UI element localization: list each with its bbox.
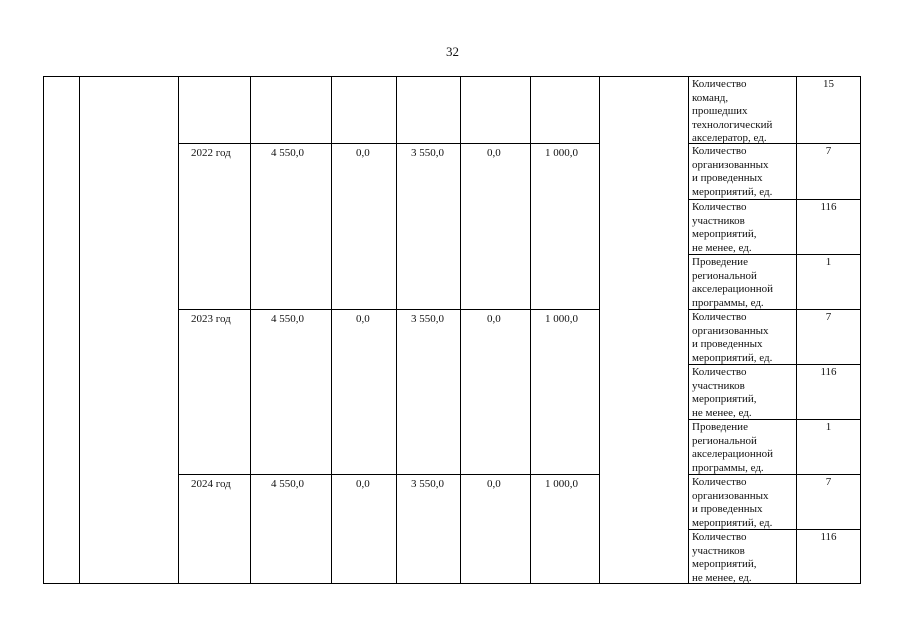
federal-cell: 0,0 — [356, 478, 370, 490]
indicator-name: Количество участников мероприятий, не менее, ед. — [692, 201, 757, 254]
total-cell: 4 550,0 — [271, 478, 304, 490]
indicator-value: 1 — [825, 256, 832, 268]
indicator-value: 7 — [825, 145, 832, 157]
col-border — [396, 76, 397, 584]
indicator-name: Количество организованных и проведенных мероприятий, ед. — [692, 311, 773, 364]
total-cell: 4 550,0 — [271, 313, 304, 325]
indicator-value: 1 — [825, 421, 832, 433]
indicator-value: 116 — [820, 531, 837, 543]
col-border — [530, 76, 531, 584]
federal-cell: 0,0 — [356, 313, 370, 325]
indicator-value: 7 — [825, 311, 832, 323]
other-cell: 1 000,0 — [545, 313, 578, 325]
indicator-name: Количество участников мероприятий, не менее, ед. — [692, 366, 757, 419]
local-cell: 0,0 — [487, 147, 501, 159]
col-border — [460, 76, 461, 584]
indicator-value: 7 — [825, 476, 832, 488]
col-border — [250, 76, 251, 584]
year-row-border — [178, 309, 600, 310]
local-cell: 0,0 — [487, 313, 501, 325]
year-cell: 2022 год — [191, 147, 231, 159]
col-border — [599, 76, 600, 584]
local-cell: 0,0 — [487, 478, 501, 490]
col-border — [331, 76, 332, 584]
col-border — [43, 76, 44, 584]
col-border — [860, 76, 861, 584]
regional-cell: 3 550,0 — [411, 478, 444, 490]
year-cell: 2023 год — [191, 313, 231, 325]
indicator-value: 116 — [820, 201, 837, 213]
indicator-value: 15 — [823, 78, 834, 90]
col-border — [688, 76, 689, 584]
col-border — [79, 76, 80, 584]
regional-cell: 3 550,0 — [411, 147, 444, 159]
indicator-row-border — [688, 199, 861, 200]
year-row-border — [178, 474, 600, 475]
indicator-name: Проведение региональной акселерационной программы, ед. — [692, 256, 774, 309]
other-cell: 1 000,0 — [545, 478, 578, 490]
table-top-border — [43, 76, 861, 77]
page-number: 32 — [446, 44, 459, 59]
federal-cell: 0,0 — [356, 147, 370, 159]
regional-cell: 3 550,0 — [411, 313, 444, 325]
col-border — [178, 76, 179, 584]
indicator-name: Количество участников мероприятий, не менее, ед. — [692, 531, 757, 584]
indicator-name: Количество организованных и проведенных мероприятий, ед. — [692, 145, 773, 198]
indicator-name: Проведение региональной акселерационной программы, ед. — [692, 421, 774, 474]
indicator-value: 116 — [820, 366, 837, 378]
indicator-name: Количество команд, прошедших технологический акселератор, ед. — [692, 78, 773, 144]
year-cell: 2024 год — [191, 478, 231, 490]
indicator-name: Количество организованных и проведенных мероприятий, ед. — [692, 476, 773, 529]
year-row-border — [178, 143, 600, 144]
other-cell: 1 000,0 — [545, 147, 578, 159]
total-cell: 4 550,0 — [271, 147, 304, 159]
